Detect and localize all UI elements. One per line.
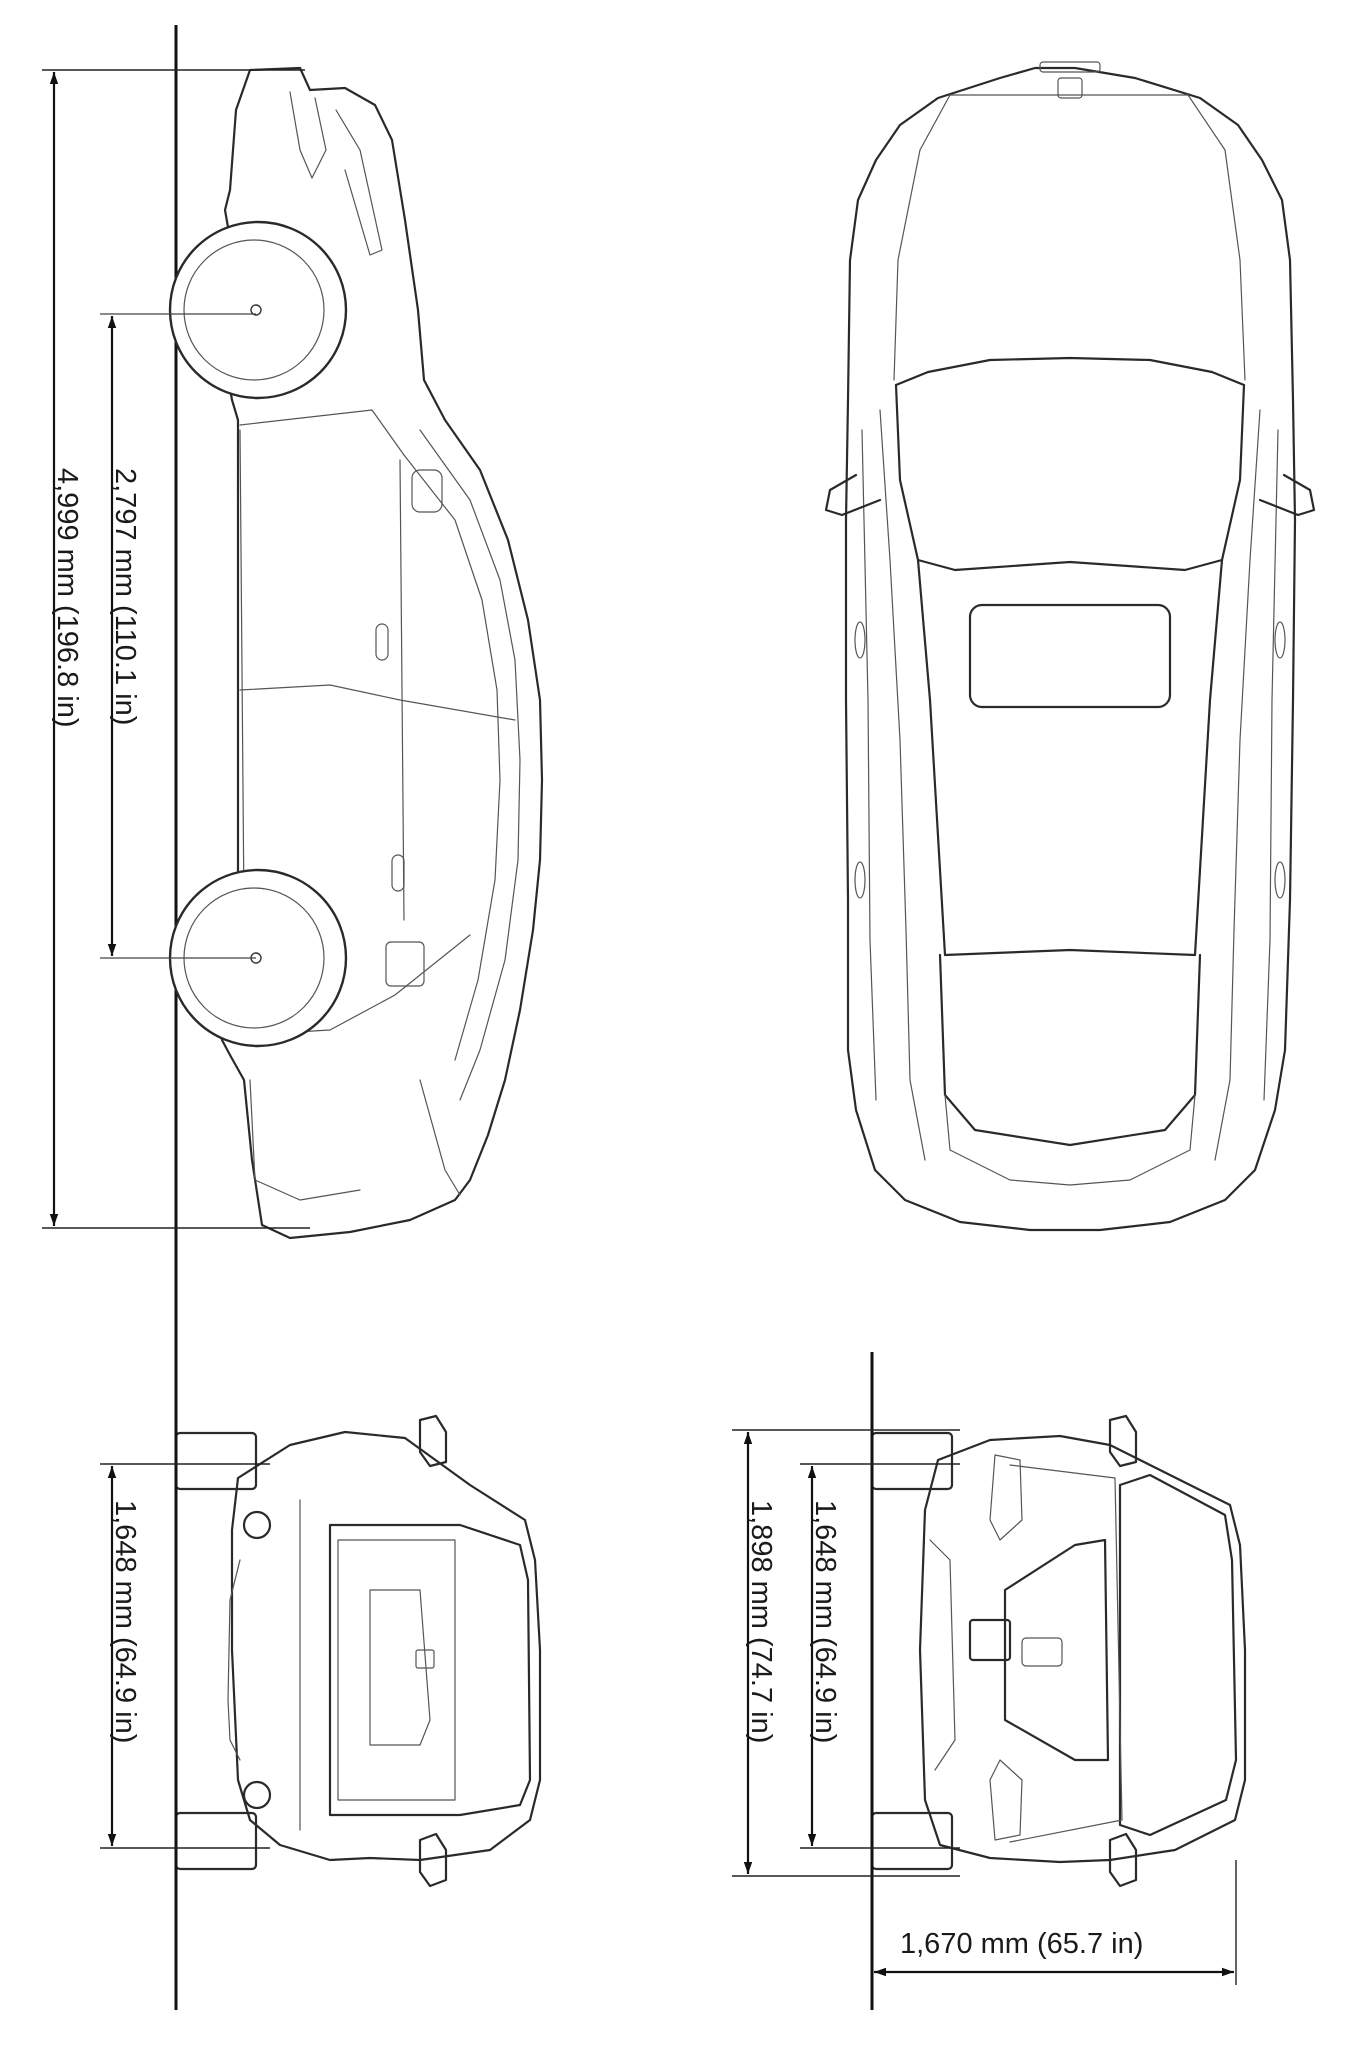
rear-view	[100, 1240, 540, 2010]
front-wheel-side	[170, 222, 346, 398]
overall-width-label: 1,898 mm (74.7 in)	[745, 1500, 777, 1744]
car-rear-outline	[176, 1416, 540, 1886]
top-view	[826, 62, 1314, 1230]
car-top-outline	[826, 62, 1314, 1230]
car-front-outline	[872, 1416, 1245, 1886]
front-track-label: 1,648 mm (64.9 in)	[809, 1500, 841, 1744]
sunroof	[970, 605, 1170, 707]
overall-length-label: 4,999 mm (196.8 in)	[51, 468, 83, 728]
front-view	[732, 1352, 1245, 2010]
overall-height-label: 1,670 mm (65.7 in)	[900, 1928, 1144, 1960]
rear-track-label: 1,648 mm (64.9 in)	[109, 1500, 141, 1744]
wheelbase-label: 2,797 mm (110.1 in)	[109, 468, 141, 726]
